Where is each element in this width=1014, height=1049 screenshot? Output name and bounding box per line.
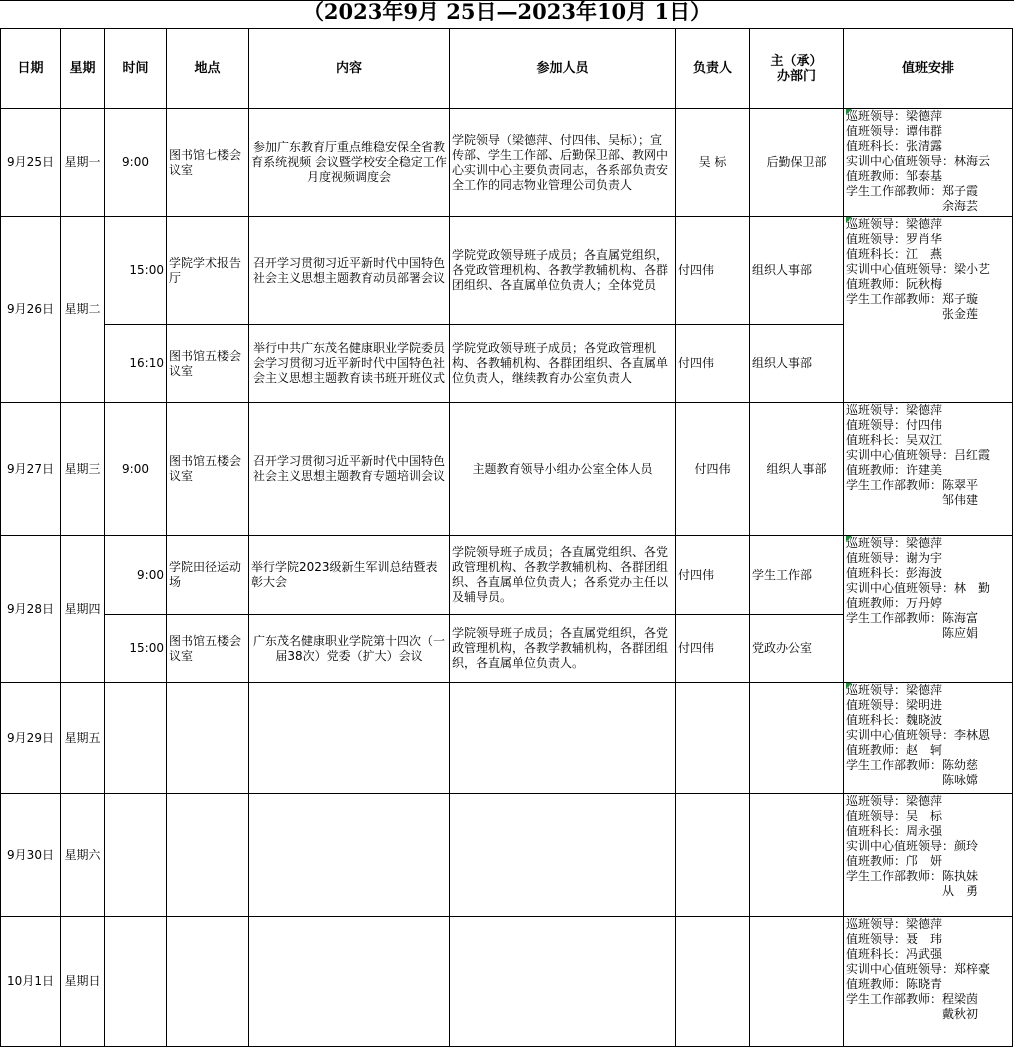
date-cell: 10月1日: [1, 917, 61, 1047]
duty-line: 值班领导：吴 标: [846, 809, 943, 823]
duty-line: 值班教师：陈晓青: [846, 977, 943, 991]
leader-cell: [676, 683, 750, 794]
department-cell: 学生工作部: [750, 536, 844, 615]
place-cell: [167, 794, 249, 917]
title-bar: [0, 0, 1014, 29]
duty-line: 从 勇: [942, 884, 979, 898]
place-cell: 图书馆五楼会议室: [167, 615, 249, 683]
duty-line: 巡班领导：梁德萍: [846, 794, 943, 808]
duty-line: 值班教师：阮秋梅: [846, 277, 943, 291]
duty-line: 实训中心值班领导：颜玲: [846, 839, 979, 853]
participants-cell: 学院领导（梁德萍、付四伟、吴标）；宣传部、学生工作部、后勤保卫部、教网中心实训中心主要负责同志，各系部负责安全工作的同志物业管理公司负责人: [450, 109, 676, 217]
duty-line: 值班科长：吴双江: [846, 433, 943, 447]
place-cell: 图书馆五楼会议室: [167, 403, 249, 536]
duty-line: 值班科长：魏晓波: [846, 713, 943, 727]
department-cell: [750, 917, 844, 1047]
department-cell: 后勤保卫部: [750, 109, 844, 217]
content-cell: [249, 917, 450, 1047]
duty-line: 值班科长：彭海波: [846, 566, 943, 580]
duty-line: 实训中心值班领导：林海云: [846, 154, 991, 168]
participants-cell: [450, 794, 676, 917]
duty-line: 学生工作部教师：陈海富: [846, 611, 979, 625]
duty-line: 张金莲: [942, 307, 979, 321]
department-cell: 党政办公室: [750, 615, 844, 683]
header-row: [1, 29, 1013, 109]
comment-marker-icon: [846, 109, 852, 115]
duty-line: 值班科长：周永强: [846, 824, 943, 838]
header-content: 内容: [249, 29, 450, 109]
duty-line: 巡班领导：梁德萍: [846, 683, 943, 697]
duty-line: 值班教师：赵 轲: [846, 743, 943, 757]
schedule-table: [0, 28, 1013, 1047]
leader-cell: [676, 917, 750, 1047]
time-cell: 9:00: [105, 109, 167, 217]
weekday-cell: 星期六: [61, 794, 105, 917]
content-cell: [249, 683, 450, 794]
schedule-row: [1, 403, 1013, 536]
time-cell: 9:00: [105, 536, 167, 615]
place-cell: [167, 917, 249, 1047]
time-cell: 15:00: [105, 217, 167, 325]
duty-line: 值班领导：聂 玮: [846, 932, 943, 946]
duty-list: [846, 917, 1010, 1022]
participants-cell: 学院党政领导班子成员；各直属党组织，各党政管理机构、各教学教辅机构、各群团组织、各直属单位负责人；全体党员: [450, 217, 676, 325]
weekday-cell: 星期二: [61, 217, 105, 403]
duty-line: 巡班领导：梁德萍: [846, 917, 943, 931]
header-time: 时间: [105, 29, 167, 109]
duty-line: 学生工作部教师：陈执妹: [846, 869, 979, 883]
schedule-row: [1, 917, 1013, 1047]
participants-cell: 主题教育领导小组办公室全体人员: [450, 403, 676, 536]
duty-line: 值班教师：许建美: [846, 463, 943, 477]
place-cell: 学院学术报告厅: [167, 217, 249, 325]
header-participants: 参加人员: [450, 29, 676, 109]
duty-line: 巡班领导：梁德萍: [846, 217, 943, 231]
duty-list: [846, 403, 1010, 508]
place-cell: 图书馆五楼会议室: [167, 325, 249, 403]
schedule-row: [1, 683, 1013, 794]
duty-cell: [844, 683, 1013, 794]
leader-cell: 吴 标: [676, 109, 750, 217]
duty-line: 值班教师：万丹婷: [846, 596, 943, 610]
header-department: 主（承）办部门: [750, 29, 844, 109]
leader-cell: 付四伟: [676, 325, 750, 403]
duty-line: 值班教师：邝 妍: [846, 854, 943, 868]
duty-line: 值班科长：冯武强: [846, 947, 943, 961]
duty-cell: [844, 794, 1013, 917]
weekday-cell: 星期五: [61, 683, 105, 794]
duty-line: 学生工作部教师：陈幼慈: [846, 758, 979, 772]
header-date: 日期: [1, 29, 61, 109]
department-cell: 组织人事部: [750, 403, 844, 536]
duty-cell: [844, 536, 1013, 683]
duty-line: 巡班领导：梁德萍: [846, 403, 943, 417]
duty-cell: [844, 403, 1013, 536]
duty-list: [846, 217, 1010, 322]
time-cell: 15:00: [105, 615, 167, 683]
date-cell: 9月25日: [1, 109, 61, 217]
duty-line: 陈应娟: [942, 626, 979, 640]
duty-line: 值班领导：梁明进: [846, 698, 943, 712]
place-cell: 图书馆七楼会议室: [167, 109, 249, 217]
duty-cell: [844, 109, 1013, 217]
duty-line: 实训中心值班领导：吕红霞: [846, 448, 991, 462]
content-cell: 召开学习贯彻习近平新时代中国特色社会主义思想主题教育动员部署会议: [249, 217, 450, 325]
duty-list: [846, 109, 1010, 214]
duty-line: 值班领导：谢为宇: [846, 551, 943, 565]
duty-line: 值班科长：江 燕: [846, 247, 943, 261]
content-cell: 举行学院2023级新生军训总结暨表彰大会: [249, 536, 450, 615]
participants-cell: [450, 917, 676, 1047]
schedule-body: [1, 109, 1013, 1047]
time-cell: 16:10: [105, 325, 167, 403]
duty-line: 值班教师：邹泰基: [846, 169, 943, 183]
participants-cell: 学院党政领导班子成员；各党政管理机构、各教辅机构、各群团组织、各直属单位负责人，继续教育办公室负责人: [450, 325, 676, 403]
duty-list: [846, 683, 1010, 788]
content-cell: 召开学习贯彻习近平新时代中国特色社会主义思想主题教育专题培训会议: [249, 403, 450, 536]
date-cell: 9月30日: [1, 794, 61, 917]
header-weekday: 星期: [61, 29, 105, 109]
weekday-cell: 星期日: [61, 917, 105, 1047]
leader-cell: [676, 794, 750, 917]
department-cell: 组织人事部: [750, 217, 844, 325]
department-cell: 组织人事部: [750, 325, 844, 403]
schedule-row: [1, 794, 1013, 917]
leader-cell: 付四伟: [676, 403, 750, 536]
weekday-cell: 星期一: [61, 109, 105, 217]
duty-line: 邹伟建: [942, 493, 979, 507]
duty-line: 学生工作部教师：陈翠平: [846, 478, 979, 492]
participants-cell: 学院领导班子成员；各直属党组织，各党政管理机构，各教学教辅机构，各群团组织，各直属单位负责人。: [450, 615, 676, 683]
department-cell: [750, 683, 844, 794]
schedule-title: （2023年9月 25日—2023年10月 1日）: [302, 1, 712, 24]
place-cell: [167, 683, 249, 794]
content-cell: [249, 794, 450, 917]
department-cell: [750, 794, 844, 917]
content-cell: 广东茂名健康职业学院第十四次（一届38次）党委（扩大）会议: [249, 615, 450, 683]
duty-list: [846, 794, 1010, 899]
content-cell: 参加广东教育厅重点维稳安保全省教育系统视频 会议暨学校安全稳定工作月度视频调度会: [249, 109, 450, 217]
content-cell: 举行中共广东茂名健康职业学院委员会学习贯彻习近平新时代中国特色社会主义思想主题教育读书班开班仪式: [249, 325, 450, 403]
header-duty: 值班安排: [844, 29, 1013, 109]
time-cell: [105, 683, 167, 794]
duty-line: 巡班领导：梁德萍: [846, 109, 943, 123]
schedule-row: [1, 109, 1013, 217]
leader-cell: 付四伟: [676, 615, 750, 683]
header-leader: 负责人: [676, 29, 750, 109]
duty-cell: [844, 917, 1013, 1047]
duty-line: 值班科长：张清露: [846, 139, 943, 153]
date-cell: 9月28日: [1, 536, 61, 683]
duty-line: 巡班领导：梁德萍: [846, 536, 943, 550]
duty-line: 学生工作部教师：郑子霞: [846, 184, 979, 198]
duty-line: 实训中心值班领导：林 勤: [846, 581, 991, 595]
header-place: 地点: [167, 29, 249, 109]
weekday-cell: 星期三: [61, 403, 105, 536]
duty-line: 学生工作部教师：程梁茵: [846, 992, 979, 1006]
duty-line: 值班领导：罗肖华: [846, 232, 943, 246]
date-cell: 9月26日: [1, 217, 61, 403]
duty-line: 陈咏嫦: [942, 773, 979, 787]
weekday-cell: 星期四: [61, 536, 105, 683]
duty-line: 值班领导：付四伟: [846, 418, 943, 432]
date-cell: 9月27日: [1, 403, 61, 536]
duty-line: 实训中心值班领导：梁小艺: [846, 262, 991, 276]
time-cell: [105, 917, 167, 1047]
comment-marker-icon: [846, 217, 852, 223]
time-cell: 9:00: [105, 403, 167, 536]
schedule-row: [1, 536, 1013, 615]
comment-marker-icon: [846, 683, 852, 689]
duty-line: 实训中心值班领导：李林恩: [846, 728, 991, 742]
place-cell: 学院田径运动场: [167, 536, 249, 615]
duty-cell: [844, 217, 1013, 403]
schedule-row: [1, 217, 1013, 325]
leader-cell: 付四伟: [676, 536, 750, 615]
date-cell: 9月29日: [1, 683, 61, 794]
participants-cell: 学院领导班子成员；各直属党组织、各党政管理机构、各教学教辅机构、各群团组织、各直属单位负责人；各系党办主任以及辅导员。: [450, 536, 676, 615]
comment-marker-icon: [846, 536, 852, 542]
time-cell: [105, 794, 167, 917]
duty-line: 余海芸: [942, 199, 979, 213]
duty-list: [846, 536, 1010, 641]
leader-cell: 付四伟: [676, 217, 750, 325]
participants-cell: [450, 683, 676, 794]
duty-line: 实训中心值班领导：郑梓豪: [846, 962, 991, 976]
duty-line: 戴秋初: [942, 1007, 979, 1021]
duty-line: 学生工作部教师：郑子璇: [846, 292, 979, 306]
duty-line: 值班领导：谭伟群: [846, 124, 943, 138]
